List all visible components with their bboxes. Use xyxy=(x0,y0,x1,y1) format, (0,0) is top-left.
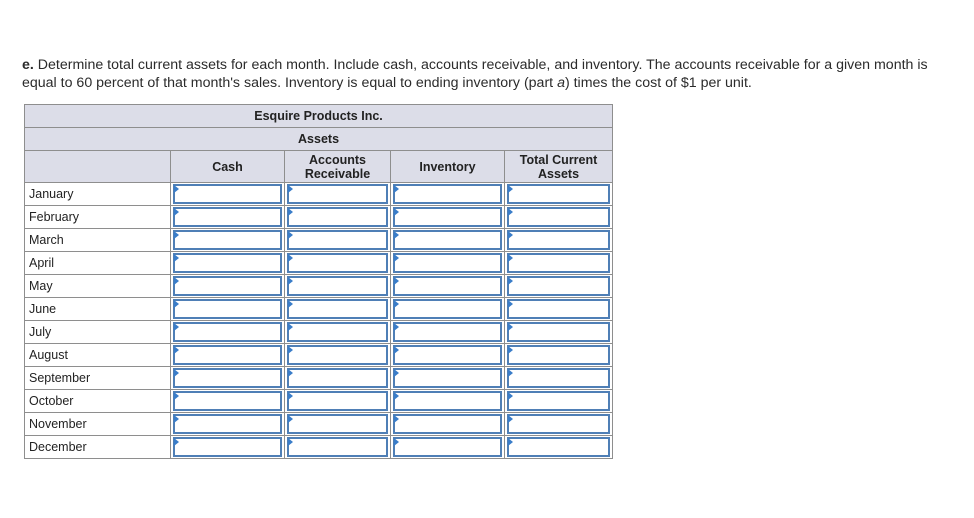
input-marker-icon xyxy=(174,415,179,423)
cash-cell xyxy=(171,252,285,275)
input-marker-icon xyxy=(394,208,399,216)
input-marker-icon xyxy=(174,254,179,262)
month-label: December xyxy=(25,436,171,459)
inventory-cell xyxy=(391,229,505,252)
inventory-input[interactable] xyxy=(393,391,502,411)
accounts-receivable-cell xyxy=(285,436,391,459)
accounts-receivable-cell xyxy=(285,367,391,390)
total-current-assets-input[interactable] xyxy=(507,368,610,388)
inventory-column-header: Inventory xyxy=(391,151,505,183)
input-marker-icon xyxy=(288,415,293,423)
month-label: August xyxy=(25,344,171,367)
total-current-assets-cell xyxy=(505,344,613,367)
table-row xyxy=(25,275,613,298)
table-row xyxy=(25,436,613,459)
input-marker-icon xyxy=(174,300,179,308)
table-row xyxy=(25,183,613,206)
cash-cell xyxy=(171,183,285,206)
input-marker-icon xyxy=(288,369,293,377)
input-marker-icon xyxy=(288,231,293,239)
inventory-input[interactable] xyxy=(393,414,502,434)
cash-cell xyxy=(171,436,285,459)
input-marker-icon xyxy=(288,438,293,446)
input-marker-icon xyxy=(508,346,513,354)
cash-input[interactable] xyxy=(173,253,282,273)
accounts-receivable-input[interactable] xyxy=(287,299,388,319)
accounts-receivable-cell xyxy=(285,206,391,229)
cash-input[interactable] xyxy=(173,414,282,434)
total-current-assets-input[interactable] xyxy=(507,299,610,319)
input-marker-icon xyxy=(394,369,399,377)
total-current-assets-cell xyxy=(505,275,613,298)
input-marker-icon xyxy=(508,415,513,423)
input-marker-icon xyxy=(174,392,179,400)
inventory-cell xyxy=(391,436,505,459)
total-current-assets-cell xyxy=(505,436,613,459)
total-current-assets-input[interactable] xyxy=(507,276,610,296)
cash-cell xyxy=(171,275,285,298)
total-current-assets-cell xyxy=(505,183,613,206)
cash-cell xyxy=(171,344,285,367)
input-marker-icon xyxy=(174,277,179,285)
month-label: May xyxy=(25,275,171,298)
input-marker-icon xyxy=(174,369,179,377)
table-row xyxy=(25,229,613,252)
input-marker-icon xyxy=(174,208,179,216)
inventory-cell xyxy=(391,252,505,275)
cash-input[interactable] xyxy=(173,299,282,319)
total-current-assets-cell xyxy=(505,413,613,436)
input-marker-icon xyxy=(288,254,293,262)
accounts-receivable-column-header: Accounts Receivable xyxy=(285,151,391,183)
inventory-input[interactable] xyxy=(393,207,502,227)
total-current-assets-input[interactable] xyxy=(507,391,610,411)
input-marker-icon xyxy=(508,369,513,377)
accounts-receivable-input[interactable] xyxy=(287,414,388,434)
input-marker-icon xyxy=(394,346,399,354)
input-marker-icon xyxy=(288,392,293,400)
table-row xyxy=(25,206,613,229)
input-marker-icon xyxy=(394,277,399,285)
input-marker-icon xyxy=(394,415,399,423)
accounts-receivable-input[interactable] xyxy=(287,368,388,388)
inventory-input[interactable] xyxy=(393,230,502,250)
month-column-header xyxy=(25,151,171,183)
input-marker-icon xyxy=(508,277,513,285)
total-current-assets-cell xyxy=(505,390,613,413)
cash-input[interactable] xyxy=(173,230,282,250)
input-marker-icon xyxy=(508,254,513,262)
total-current-assets-input[interactable] xyxy=(507,184,610,204)
cash-cell xyxy=(171,229,285,252)
cash-input[interactable] xyxy=(173,368,282,388)
instructions-italic-ref: a xyxy=(557,75,565,92)
total-current-assets-input[interactable] xyxy=(507,230,610,250)
company-name: Esquire Products Inc. xyxy=(25,105,613,128)
total-current-assets-cell xyxy=(505,206,613,229)
accounts-receivable-input[interactable] xyxy=(287,184,388,204)
inventory-cell xyxy=(391,275,505,298)
accounts-receivable-input[interactable] xyxy=(287,437,388,457)
inventory-input[interactable] xyxy=(393,299,502,319)
table-row xyxy=(25,344,613,367)
section-title: Assets xyxy=(25,128,613,151)
cash-input[interactable] xyxy=(173,207,282,227)
table-row xyxy=(25,367,613,390)
month-label: January xyxy=(25,183,171,206)
table-row xyxy=(25,390,613,413)
input-marker-icon xyxy=(288,208,293,216)
inventory-cell xyxy=(391,367,505,390)
cash-input[interactable] xyxy=(173,437,282,457)
month-label: October xyxy=(25,390,171,413)
accounts-receivable-cell xyxy=(285,298,391,321)
input-marker-icon xyxy=(394,392,399,400)
accounts-receivable-cell xyxy=(285,390,391,413)
instructions-part1: Determine total current assets for each month. Include cash, accounts receivable, and inventory. The accounts receivable for a given month is equal to 60 percent of that month's sales. Inventory is equal to ending inventory (part xyxy=(22,57,928,92)
accounts-receivable-cell xyxy=(285,229,391,252)
input-marker-icon xyxy=(508,185,513,193)
input-marker-icon xyxy=(394,438,399,446)
input-marker-icon xyxy=(394,231,399,239)
accounts-receivable-input[interactable] xyxy=(287,322,388,342)
month-label: July xyxy=(25,321,171,344)
input-marker-icon xyxy=(174,231,179,239)
cash-cell xyxy=(171,298,285,321)
accounts-receivable-cell xyxy=(285,252,391,275)
total-current-assets-input[interactable] xyxy=(507,322,610,342)
accounts-receivable-input[interactable] xyxy=(287,230,388,250)
total-current-assets-input[interactable] xyxy=(507,207,610,227)
inventory-input[interactable] xyxy=(393,184,502,204)
total-current-assets-input[interactable] xyxy=(507,437,610,457)
total-current-assets-input[interactable] xyxy=(507,414,610,434)
input-marker-icon xyxy=(174,346,179,354)
month-label: April xyxy=(25,252,171,275)
accounts-receivable-cell xyxy=(285,321,391,344)
table-row xyxy=(25,321,613,344)
total-current-assets-cell xyxy=(505,229,613,252)
total-current-assets-cell xyxy=(505,298,613,321)
input-marker-icon xyxy=(394,300,399,308)
input-marker-icon xyxy=(394,254,399,262)
total-current-assets-input[interactable] xyxy=(507,253,610,273)
input-marker-icon xyxy=(508,208,513,216)
inventory-cell xyxy=(391,206,505,229)
month-label: March xyxy=(25,229,171,252)
total-current-assets-cell xyxy=(505,367,613,390)
input-marker-icon xyxy=(394,323,399,331)
input-marker-icon xyxy=(288,323,293,331)
cash-input[interactable] xyxy=(173,276,282,296)
inventory-input[interactable] xyxy=(393,368,502,388)
inventory-cell xyxy=(391,344,505,367)
instructions-text xyxy=(22,56,952,92)
month-label: November xyxy=(25,413,171,436)
total-current-assets-input[interactable] xyxy=(507,345,610,365)
cash-cell xyxy=(171,206,285,229)
total-current-assets-cell xyxy=(505,321,613,344)
accounts-receivable-cell xyxy=(285,183,391,206)
accounts-receivable-input[interactable] xyxy=(287,253,388,273)
part-label: e. xyxy=(22,57,34,74)
accounts-receivable-input[interactable] xyxy=(287,345,388,365)
input-marker-icon xyxy=(508,300,513,308)
inventory-input[interactable] xyxy=(393,276,502,296)
accounts-receivable-input[interactable] xyxy=(287,276,388,296)
cash-input[interactable] xyxy=(173,391,282,411)
inventory-cell xyxy=(391,298,505,321)
inventory-input[interactable] xyxy=(393,437,502,457)
accounts-receivable-cell xyxy=(285,344,391,367)
input-marker-icon xyxy=(174,185,179,193)
inventory-input[interactable] xyxy=(393,253,502,273)
cash-input[interactable] xyxy=(173,184,282,204)
cash-cell xyxy=(171,321,285,344)
input-marker-icon xyxy=(288,346,293,354)
cash-input[interactable] xyxy=(173,322,282,342)
inventory-cell xyxy=(391,183,505,206)
cash-cell xyxy=(171,413,285,436)
cash-input[interactable] xyxy=(173,345,282,365)
input-marker-icon xyxy=(174,323,179,331)
inventory-cell xyxy=(391,321,505,344)
inventory-cell xyxy=(391,413,505,436)
month-label: June xyxy=(25,298,171,321)
table-row xyxy=(25,298,613,321)
input-marker-icon xyxy=(288,185,293,193)
input-marker-icon xyxy=(288,277,293,285)
table-row xyxy=(25,413,613,436)
input-marker-icon xyxy=(508,231,513,239)
month-label: September xyxy=(25,367,171,390)
instructions-part2: ) times the cost of $1 per unit. xyxy=(564,75,752,92)
month-label: February xyxy=(25,206,171,229)
input-marker-icon xyxy=(508,323,513,331)
accounts-receivable-input[interactable] xyxy=(287,391,388,411)
input-marker-icon xyxy=(508,438,513,446)
input-marker-icon xyxy=(508,392,513,400)
assets-table xyxy=(24,104,613,459)
inventory-cell xyxy=(391,390,505,413)
cash-cell xyxy=(171,390,285,413)
table-body xyxy=(25,183,613,459)
accounts-receivable-cell xyxy=(285,413,391,436)
inventory-input[interactable] xyxy=(393,345,502,365)
input-marker-icon xyxy=(288,300,293,308)
accounts-receivable-input[interactable] xyxy=(287,207,388,227)
total-current-assets-column-header: Total Current Assets xyxy=(505,151,613,183)
inventory-input[interactable] xyxy=(393,322,502,342)
cash-column-header: Cash xyxy=(171,151,285,183)
cash-cell xyxy=(171,367,285,390)
input-marker-icon xyxy=(394,185,399,193)
table-row xyxy=(25,252,613,275)
accounts-receivable-cell xyxy=(285,275,391,298)
total-current-assets-cell xyxy=(505,252,613,275)
input-marker-icon xyxy=(174,438,179,446)
